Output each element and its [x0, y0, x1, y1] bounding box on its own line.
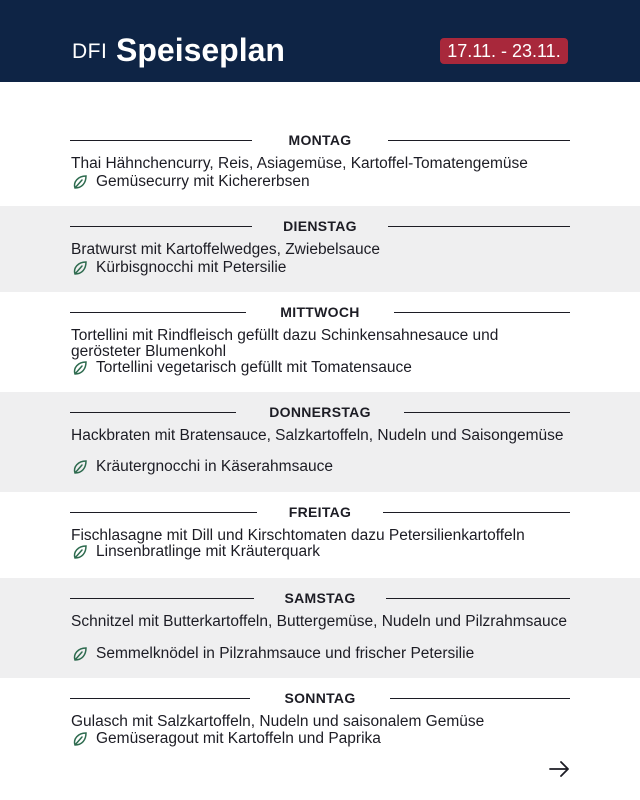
header-bar	[0, 0, 640, 82]
day-name: SONNTAG	[284, 690, 356, 706]
page-title: Speiseplan	[116, 32, 285, 68]
leaf-icon	[72, 174, 88, 190]
main-dish: Hackbraten mit Bratensauce, Salzkartoffeln, Nudeln und Saisongemüse	[71, 427, 564, 444]
day-heading	[70, 404, 570, 420]
day-name: SAMSTAG	[284, 590, 356, 606]
day-section-samstag	[0, 578, 640, 678]
divider-line	[388, 140, 570, 141]
divider-line	[394, 312, 570, 313]
leaf-icon	[72, 260, 88, 276]
leaf-icon	[72, 646, 88, 662]
day-section-mittwoch	[0, 292, 640, 392]
leaf-icon	[72, 459, 88, 475]
divider-line	[390, 698, 570, 699]
day-heading	[70, 132, 570, 148]
vegetarian-dish: Kürbisgnocchi mit Petersilie	[96, 259, 287, 276]
leaf-icon	[72, 731, 88, 747]
main-dish: Fischlasagne mit Dill und Kirschtomaten dazu Petersilienkartoffeln	[71, 527, 525, 544]
day-name: MONTAG	[288, 132, 352, 148]
main-dish: Tortellini mit Rindfleisch gefüllt dazu Schinkensahnesauce und gerösteter Blumenkohl	[71, 327, 499, 360]
divider-line	[388, 226, 570, 227]
day-name: DIENSTAG	[283, 218, 357, 234]
main-dish: Gulasch mit Salzkartoffeln, Nudeln und saisonalem Gemüse	[71, 713, 485, 730]
vegetarian-dish: Gemüsecurry mit Kichererbsen	[96, 173, 310, 190]
vegetarian-dish: Kräutergnocchi in Käserahmsauce	[96, 458, 333, 475]
vegetarian-dish: Semmelknödel in Pilzrahmsauce und frischer Petersilie	[96, 645, 475, 662]
day-section-montag	[0, 120, 640, 206]
day-heading	[70, 304, 570, 320]
divider-line	[383, 512, 570, 513]
main-dish: Thai Hähnchencurry, Reis, Asiagemüse, Kartoffel-Tomatengemüse	[71, 155, 528, 172]
day-heading	[70, 504, 570, 520]
day-section-dienstag	[0, 206, 640, 292]
leaf-icon	[72, 544, 88, 560]
vegetarian-dish: Linsenbratlinge mit Kräuterquark	[96, 543, 321, 560]
day-section-donnerstag	[0, 392, 640, 492]
vegetarian-dish: Gemüseragout mit Kartoffeln und Paprika	[96, 730, 381, 747]
date-range-badge: 17.11. - 23.11.	[440, 38, 568, 64]
day-name: DONNERSTAG	[269, 404, 371, 420]
arrow-right-icon[interactable]	[549, 760, 571, 778]
divider-line	[404, 412, 570, 413]
vegetarian-dish: Tortellini vegetarisch gefüllt mit Tomatensauce	[96, 359, 412, 376]
day-heading	[70, 218, 570, 234]
leaf-icon	[72, 360, 88, 376]
main-dish: Bratwurst mit Kartoffelwedges, Zwiebelsauce	[71, 241, 380, 258]
day-heading	[70, 590, 570, 606]
day-heading	[70, 690, 570, 706]
day-name: FREITAG	[288, 504, 352, 520]
day-section-freitag	[0, 492, 640, 578]
day-name: MITTWOCH	[280, 304, 360, 320]
divider-line	[386, 598, 570, 599]
main-dish: Schnitzel mit Butterkartoffeln, Buttergemüse, Nudeln und Pilzrahmsauce	[71, 613, 567, 630]
brand-logo-text: DFI	[72, 40, 108, 63]
day-section-sonntag	[0, 678, 640, 758]
